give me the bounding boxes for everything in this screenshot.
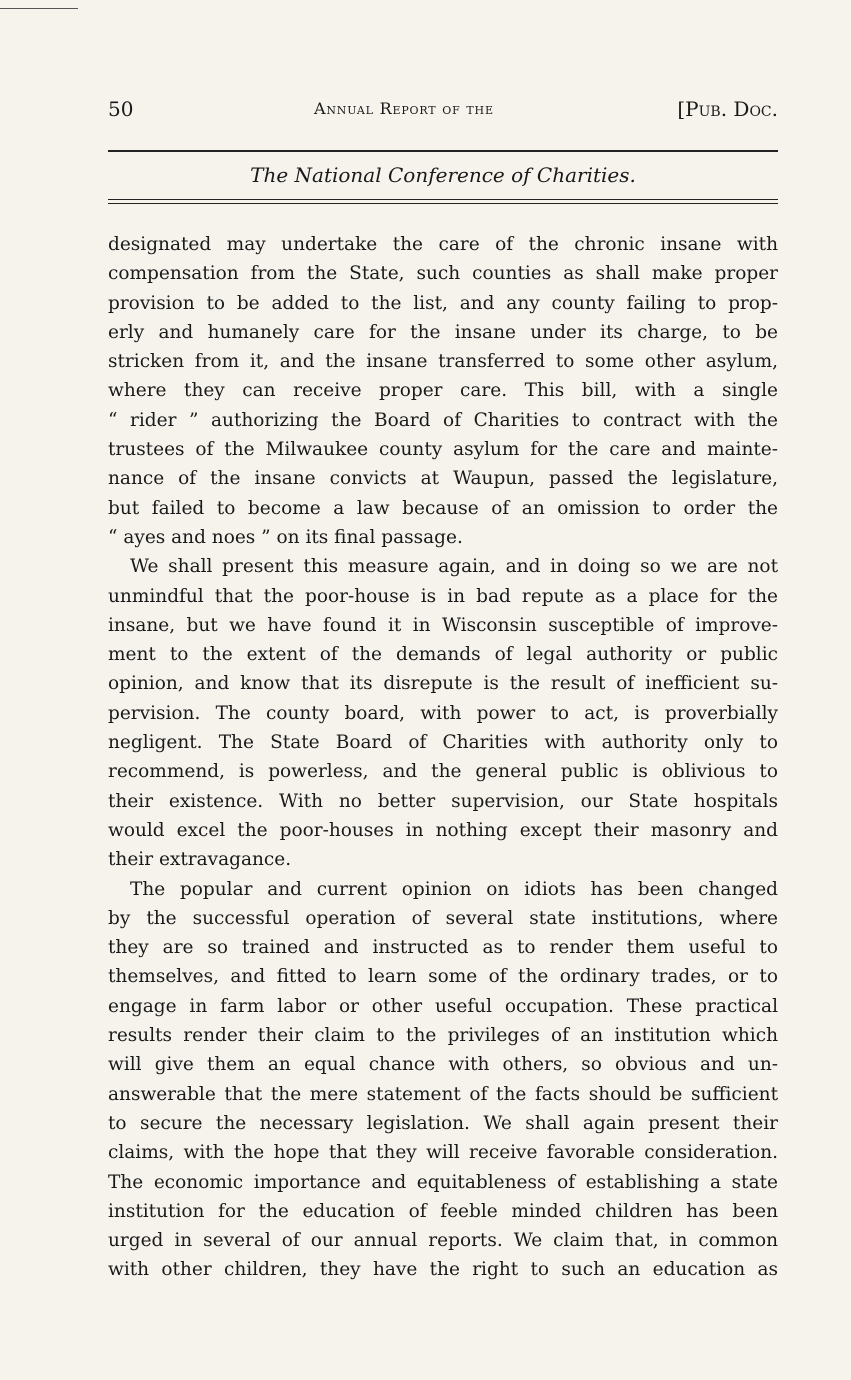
text-line: to secure the necessary legislation. We shall again present their (108, 1112, 778, 1134)
text-line: institution for the education of feeble minded children has been (108, 1200, 778, 1222)
text-line: their extravagance. (108, 849, 292, 871)
paragraph (108, 230, 778, 552)
running-head (108, 92, 778, 126)
section-title: The National Conference of Charities. (250, 163, 636, 187)
text-line: answerable that the mere statement of the facts should be sufficient (108, 1083, 778, 1105)
document-label: [Pub. Doc. (677, 97, 778, 121)
paragraph (108, 875, 778, 1285)
text-line: recommend, is powerless, and the general public is oblivious to (108, 761, 778, 783)
paragraph (108, 552, 778, 874)
running-title: Annual Report of the (314, 99, 494, 118)
body-text (108, 230, 778, 1285)
text-line: “ ayes and noes ” on its final passage. (108, 526, 463, 548)
text-line: We shall present this measure again, and in doing so we are not (130, 556, 778, 578)
text-line: insane, but we have found it in Wisconsin susceptible of improve- (108, 614, 778, 636)
text-line: by the successful operation of several state institutions, where (108, 907, 778, 929)
text-line: erly and humanely care for the insane under its charge, to be (108, 321, 778, 343)
text-line: claims, with the hope that they will receive favorable consideration. (108, 1142, 778, 1164)
text-line: “ rider ” authorizing the Board of Charities to contract with the (108, 409, 778, 431)
text-line: The economic importance and equitableness of establishing a state (108, 1171, 778, 1193)
text-line: engage in farm labor or other useful occupation. These practical (108, 995, 778, 1017)
text-line: The popular and current opinion on idiots has been changed (130, 878, 778, 900)
text-line: ment to the extent of the demands of legal authority or public (108, 644, 778, 666)
text-line: unmindful that the poor-house is in bad repute as a place for the (108, 585, 778, 607)
text-line: provision to be added to the list, and any county failing to prop- (108, 292, 778, 314)
section-double-rule (108, 199, 778, 204)
corner-rule (0, 8, 78, 9)
text-line: will give them an equal chance with others, so obvious and un- (108, 1054, 778, 1076)
text-line: but failed to become a law because of an omission to order the (108, 497, 778, 519)
text-line: nance of the insane convicts at Waupun, passed the legislature, (108, 468, 778, 490)
page-number: 50 (108, 97, 134, 121)
text-line: where they can receive proper care. This bill, with a single (108, 380, 778, 402)
text-line: compensation from the State, such counties as shall make proper (108, 263, 778, 285)
text-line: urged in several of our annual reports. We claim that, in common (108, 1230, 778, 1252)
text-line: themselves, and fitted to learn some of the ordinary trades, or to (108, 966, 778, 988)
text-line: they are so trained and instructed as to render them useful to (108, 937, 778, 959)
text-line: opinion, and know that its disrepute is the result of inefficient su- (108, 673, 778, 695)
text-line: pervision. The county board, with power to act, is proverbially (108, 702, 778, 724)
text-line: with other children, they have the right to such an education as (108, 1259, 778, 1281)
text-line: results render their claim to the privileges of an institution which (108, 1025, 778, 1047)
text-line: stricken from it, and the insane transferred to some other asylum, (108, 351, 778, 373)
text-line: negligent. The State Board of Charities with authority only to (108, 732, 778, 754)
text-line: designated may undertake the care of the chronic insane with (108, 234, 778, 255)
header-rule (108, 150, 778, 152)
text-line: would excel the poor-houses in nothing except their masonry and (108, 819, 778, 841)
text-line: their existence. With no better supervision, our State hospitals (108, 790, 778, 812)
text-line: trustees of the Milwaukee county asylum for the care and mainte- (108, 439, 778, 461)
